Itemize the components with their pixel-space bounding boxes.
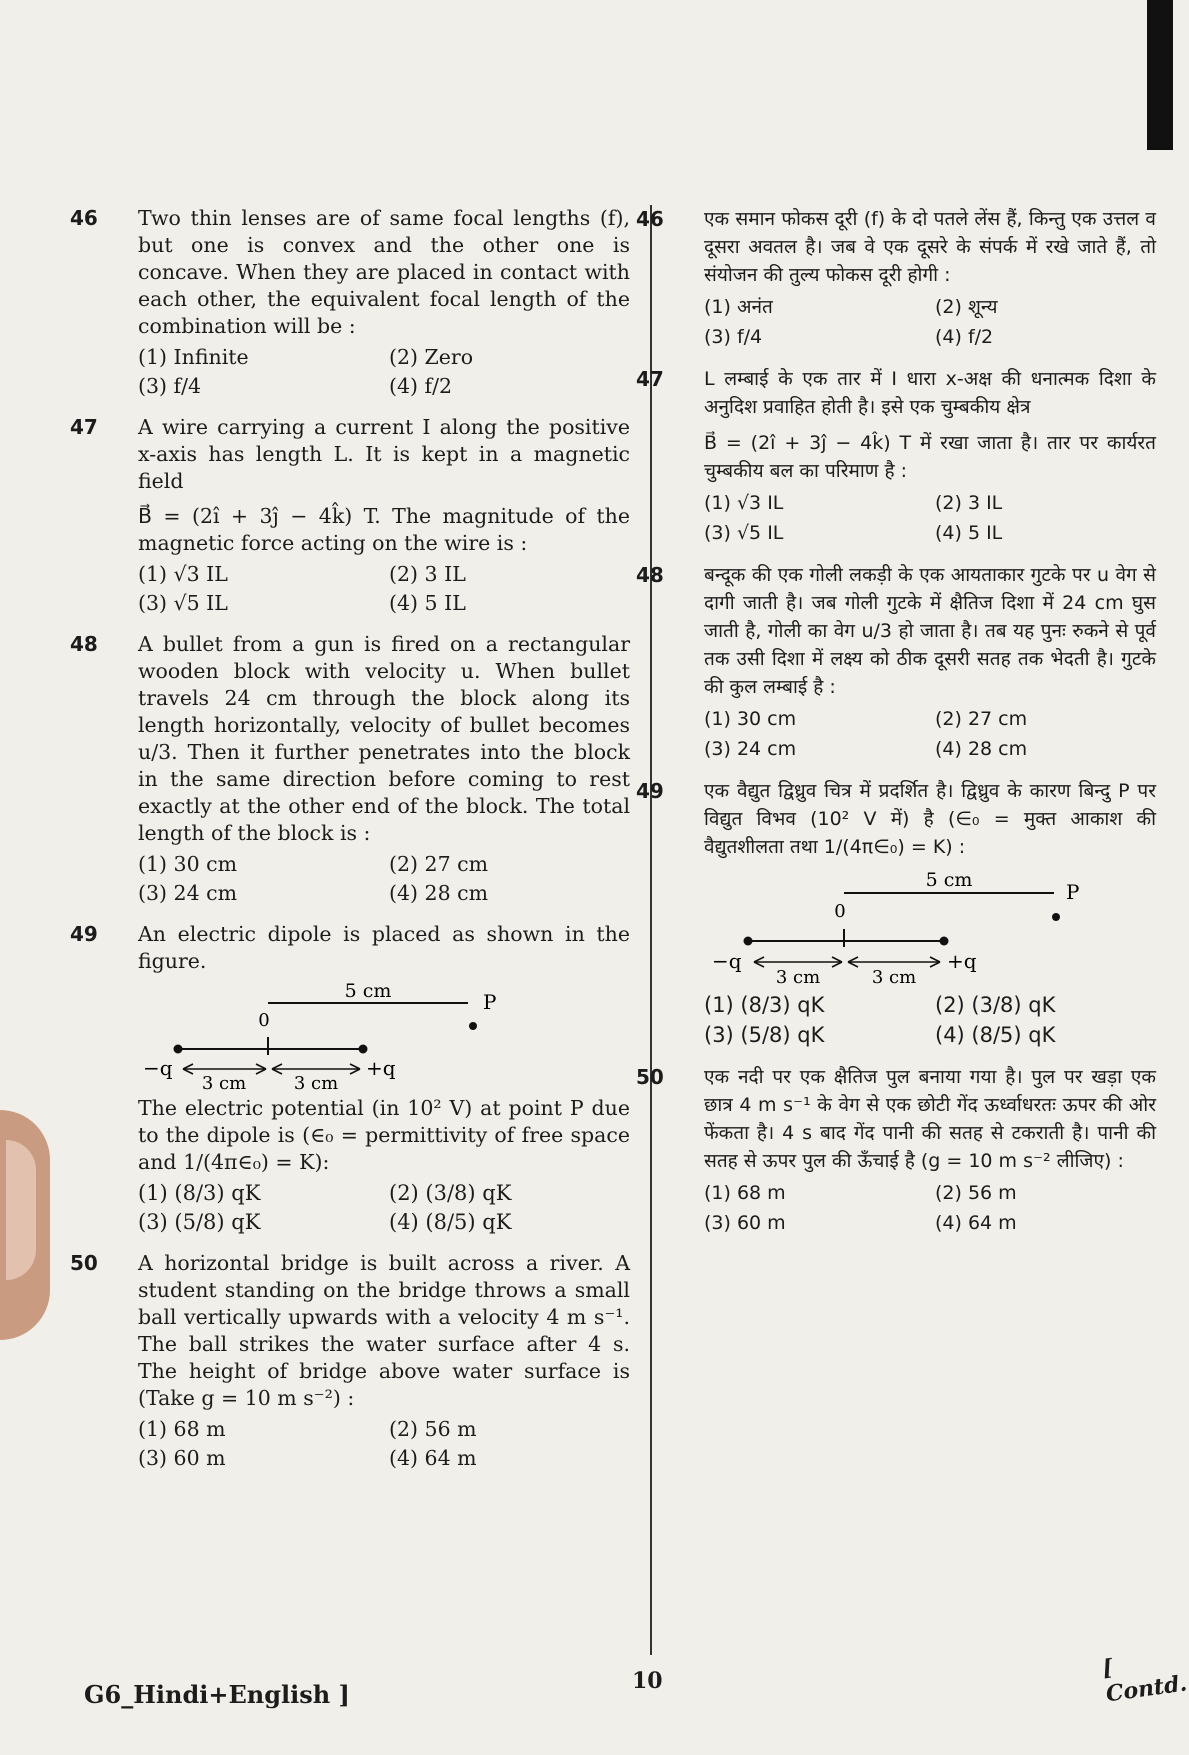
option-3[interactable]: (3) 60 m bbox=[138, 1446, 226, 1470]
option-2[interactable]: (2) 56 m bbox=[389, 1417, 477, 1441]
option-4[interactable]: (4) 28 cm bbox=[389, 881, 489, 905]
question-46-en bbox=[70, 205, 630, 400]
dipole-diagram-hindi bbox=[704, 867, 1124, 987]
origin-label: 0 bbox=[258, 1010, 270, 1031]
option-4[interactable]: (4) (8/5) qK bbox=[389, 1210, 512, 1234]
question-equation: B⃗ = (2î + 3ĵ − 4k̂) T में रखा जाता है। तार पर कार्यरत चुम्बकीय बल का परिमाण है : bbox=[704, 432, 1156, 482]
binding-strip bbox=[1147, 0, 1173, 150]
option-3[interactable]: (3) (5/8) qK bbox=[138, 1210, 261, 1234]
option-3[interactable]: (3) 60 m bbox=[704, 1212, 786, 1234]
positive-charge-dot bbox=[359, 1045, 368, 1054]
distance-label: 5 cm bbox=[344, 980, 392, 1002]
option-3[interactable]: (3) f/4 bbox=[704, 326, 763, 348]
question-number: 48 bbox=[70, 632, 98, 656]
question-text: A horizontal bridge is built across a river. A student standing on the bridge throws a small ball vertically upwards with a velocity 4 m s⁻¹. The ball strikes the water surface after 4 s. The height of bridge above water surface is (Take g = 10 m s⁻²) : bbox=[138, 1251, 630, 1410]
option-4[interactable]: (4) f/2 bbox=[935, 326, 994, 348]
question-text: Two thin lenses are of same focal lengths (f), but one is convex and the other one is concave. When they are placed in contact with each other, the equivalent focal length of the combination will be : bbox=[138, 206, 630, 338]
question-49-en bbox=[70, 921, 630, 1236]
negative-charge-dot bbox=[744, 937, 753, 946]
positive-charge-dot bbox=[940, 937, 949, 946]
question-text: A wire carrying a current I along the positive x-axis has length L. It is kept in a magnetic field bbox=[138, 415, 630, 493]
option-3[interactable]: (3) f/4 bbox=[138, 374, 202, 398]
question-number: 47 bbox=[70, 415, 98, 439]
option-2[interactable]: (2) (3/8) qK bbox=[389, 1181, 512, 1205]
option-4[interactable]: (4) 5 IL bbox=[389, 591, 466, 615]
positive-charge-label: +q bbox=[366, 1056, 396, 1080]
options bbox=[138, 851, 630, 907]
option-1[interactable]: (1) अनंत bbox=[704, 296, 773, 318]
option-2[interactable]: (2) 27 cm bbox=[389, 852, 489, 876]
question-equation: B⃗ = (2î + 3ĵ − 4k̂) T. The magnitude of the magnetic force acting on the wire is : bbox=[138, 504, 630, 555]
question-number: 46 bbox=[70, 206, 98, 230]
option-1[interactable]: (1) 30 cm bbox=[138, 852, 238, 876]
english-column bbox=[70, 205, 630, 1486]
options bbox=[138, 561, 630, 617]
continued-label: [ Contd. bbox=[1100, 1654, 1189, 1708]
question-text: एक नदी पर एक क्षैतिज पुल बनाया गया है। पुल पर खड़ा एक छात्र 4 m s⁻¹ के वेग से एक छोटी गेंद ऊर्ध्वाधरतः ऊपर की ओर फेंकता है। 4 s बाद गेंद पानी की सतह से टकराती है। पानी की सतह से ऊपर पुल की ऊँचाई है (g = 10 m s⁻² लीजिए) : bbox=[704, 1066, 1156, 1172]
options bbox=[704, 1179, 1156, 1237]
option-3[interactable]: (3) √5 IL bbox=[138, 591, 228, 615]
question-48-en bbox=[70, 631, 630, 907]
option-2[interactable]: (2) Zero bbox=[389, 345, 474, 369]
right-length-label: 3 cm bbox=[293, 1073, 339, 1094]
dipole-diagram bbox=[138, 980, 558, 1094]
point-label: P bbox=[483, 990, 497, 1014]
option-4[interactable]: (4) 28 cm bbox=[935, 738, 1028, 760]
option-1[interactable]: (1) 68 m bbox=[138, 1417, 226, 1441]
negative-charge-dot bbox=[174, 1045, 183, 1054]
question-46-hi bbox=[636, 205, 1156, 351]
question-50-en bbox=[70, 1250, 630, 1472]
option-3[interactable]: (3) 24 cm bbox=[138, 881, 238, 905]
question-48-hi bbox=[636, 561, 1156, 763]
option-4[interactable]: (4) f/2 bbox=[389, 374, 453, 398]
left-length-label: 3 cm bbox=[775, 967, 821, 988]
question-50-hi bbox=[636, 1063, 1156, 1237]
footer-code: G6_Hindi+English ] bbox=[84, 1680, 350, 1709]
distance-label: 5 cm bbox=[925, 869, 973, 891]
question-text: एक समान फोकस दूरी (f) के दो पतले लेंस हैं, किन्तु एक उत्तल व दूसरा अवतल है। जब वे एक दूसरे के संपर्क में रखे जाते हैं, तो संयोजन की तुल्य फोकस दूरी होगी : bbox=[704, 208, 1156, 286]
page-number: 10 bbox=[632, 1668, 663, 1694]
question-number: 48 bbox=[636, 563, 664, 587]
option-2[interactable]: (2) 56 m bbox=[935, 1182, 1017, 1204]
thumb-nail-image bbox=[6, 1140, 36, 1280]
option-1[interactable]: (1) Infinite bbox=[138, 345, 249, 369]
option-4[interactable]: (4) 5 IL bbox=[935, 522, 1003, 544]
question-47-hi bbox=[636, 365, 1156, 547]
options bbox=[704, 991, 1156, 1049]
question-49-hi bbox=[636, 777, 1156, 1049]
question-number: 46 bbox=[636, 207, 664, 231]
question-number: 50 bbox=[636, 1065, 664, 1089]
options bbox=[138, 1180, 630, 1236]
question-number: 50 bbox=[70, 1251, 98, 1275]
point-p-dot bbox=[1052, 913, 1060, 921]
option-1[interactable]: (1) 68 m bbox=[704, 1182, 786, 1204]
question-number: 49 bbox=[636, 779, 664, 803]
option-1[interactable]: (1) 30 cm bbox=[704, 708, 797, 730]
option-1[interactable]: (1) (8/3) qK bbox=[138, 1181, 261, 1205]
negative-charge-label: −q bbox=[712, 949, 742, 973]
option-2[interactable]: (2) 3 IL bbox=[389, 562, 466, 586]
options bbox=[704, 293, 1156, 351]
right-length-label: 3 cm bbox=[871, 967, 917, 988]
option-2[interactable]: (2) शून्य bbox=[935, 296, 998, 318]
question-text: An electric dipole is placed as shown in the figure. bbox=[138, 922, 630, 973]
question-text-continued: The electric potential (in 10² V) at point P due to the dipole is (∈₀ = permittivity of free space and 1/(4π∈₀) = K): bbox=[138, 1096, 630, 1174]
option-3[interactable]: (3) √5 IL bbox=[704, 522, 784, 544]
question-text: एक वैद्युत द्विध्रुव चित्र में प्रदर्शित है। द्विध्रुव के कारण बिन्दु P पर विद्युत विभव (10² V में) है (∈₀ = मुक्त आकाश की वैद्युतशीलता तथा 1/(4π∈₀) = K) : bbox=[704, 780, 1156, 858]
option-2[interactable]: (2) 3 IL bbox=[935, 492, 1003, 514]
question-text: L लम्बाई के एक तार में I धारा x-अक्ष की धनात्मक दिशा के अनुदिश प्रवाहित होती है। इसे एक चुम्बकीय क्षेत्र bbox=[704, 368, 1156, 418]
options bbox=[704, 705, 1156, 763]
option-2[interactable]: (2) (3/8) qK bbox=[935, 993, 1056, 1017]
negative-charge-label: −q bbox=[143, 1056, 173, 1080]
option-4[interactable]: (4) (8/5) qK bbox=[935, 1023, 1056, 1047]
option-1[interactable]: (1) √3 IL bbox=[138, 562, 228, 586]
option-4[interactable]: (4) 64 m bbox=[935, 1212, 1017, 1234]
option-2[interactable]: (2) 27 cm bbox=[935, 708, 1028, 730]
option-1[interactable]: (1) √3 IL bbox=[704, 492, 784, 514]
options bbox=[138, 1416, 630, 1472]
question-number: 47 bbox=[636, 367, 664, 391]
option-3[interactable]: (3) 24 cm bbox=[704, 738, 797, 760]
origin-label: 0 bbox=[834, 901, 846, 922]
positive-charge-label: +q bbox=[947, 949, 977, 973]
left-length-label: 3 cm bbox=[201, 1073, 247, 1094]
question-text: A bullet from a gun is fired on a rectangular wooden block with velocity u. When bullet travels 24 cm through the block along its length horizontally, velocity of bullet becomes u/3. Then it further penetrates into the block in the same direction before coming to rest exactly at the other end of the block. The total length of the block is : bbox=[138, 632, 630, 845]
option-1[interactable]: (1) (8/3) qK bbox=[704, 993, 825, 1017]
option-4[interactable]: (4) 64 m bbox=[389, 1446, 477, 1470]
question-47-en bbox=[70, 414, 630, 617]
options bbox=[704, 489, 1156, 547]
hindi-column bbox=[636, 205, 1156, 1251]
question-text: बन्दूक की एक गोली लकड़ी के एक आयताकार गुटके पर u वेग से दागी जाती है। जब गोली गुटके में क्षैतिज दिशा में 24 cm घुस जाती है, गोली का वेग u/3 हो जाता है। तब यह पुनः रुकने से पूर्व तक उसी दिशा में लक्ष्य को ठीक दूसरी सतह तक भेदती है। गुटके की कुल लम्बाई है : bbox=[704, 564, 1156, 698]
option-3[interactable]: (3) (5/8) qK bbox=[704, 1023, 825, 1047]
point-p-dot bbox=[469, 1022, 477, 1030]
point-label: P bbox=[1066, 880, 1080, 904]
question-number: 49 bbox=[70, 922, 98, 946]
options bbox=[138, 344, 630, 400]
